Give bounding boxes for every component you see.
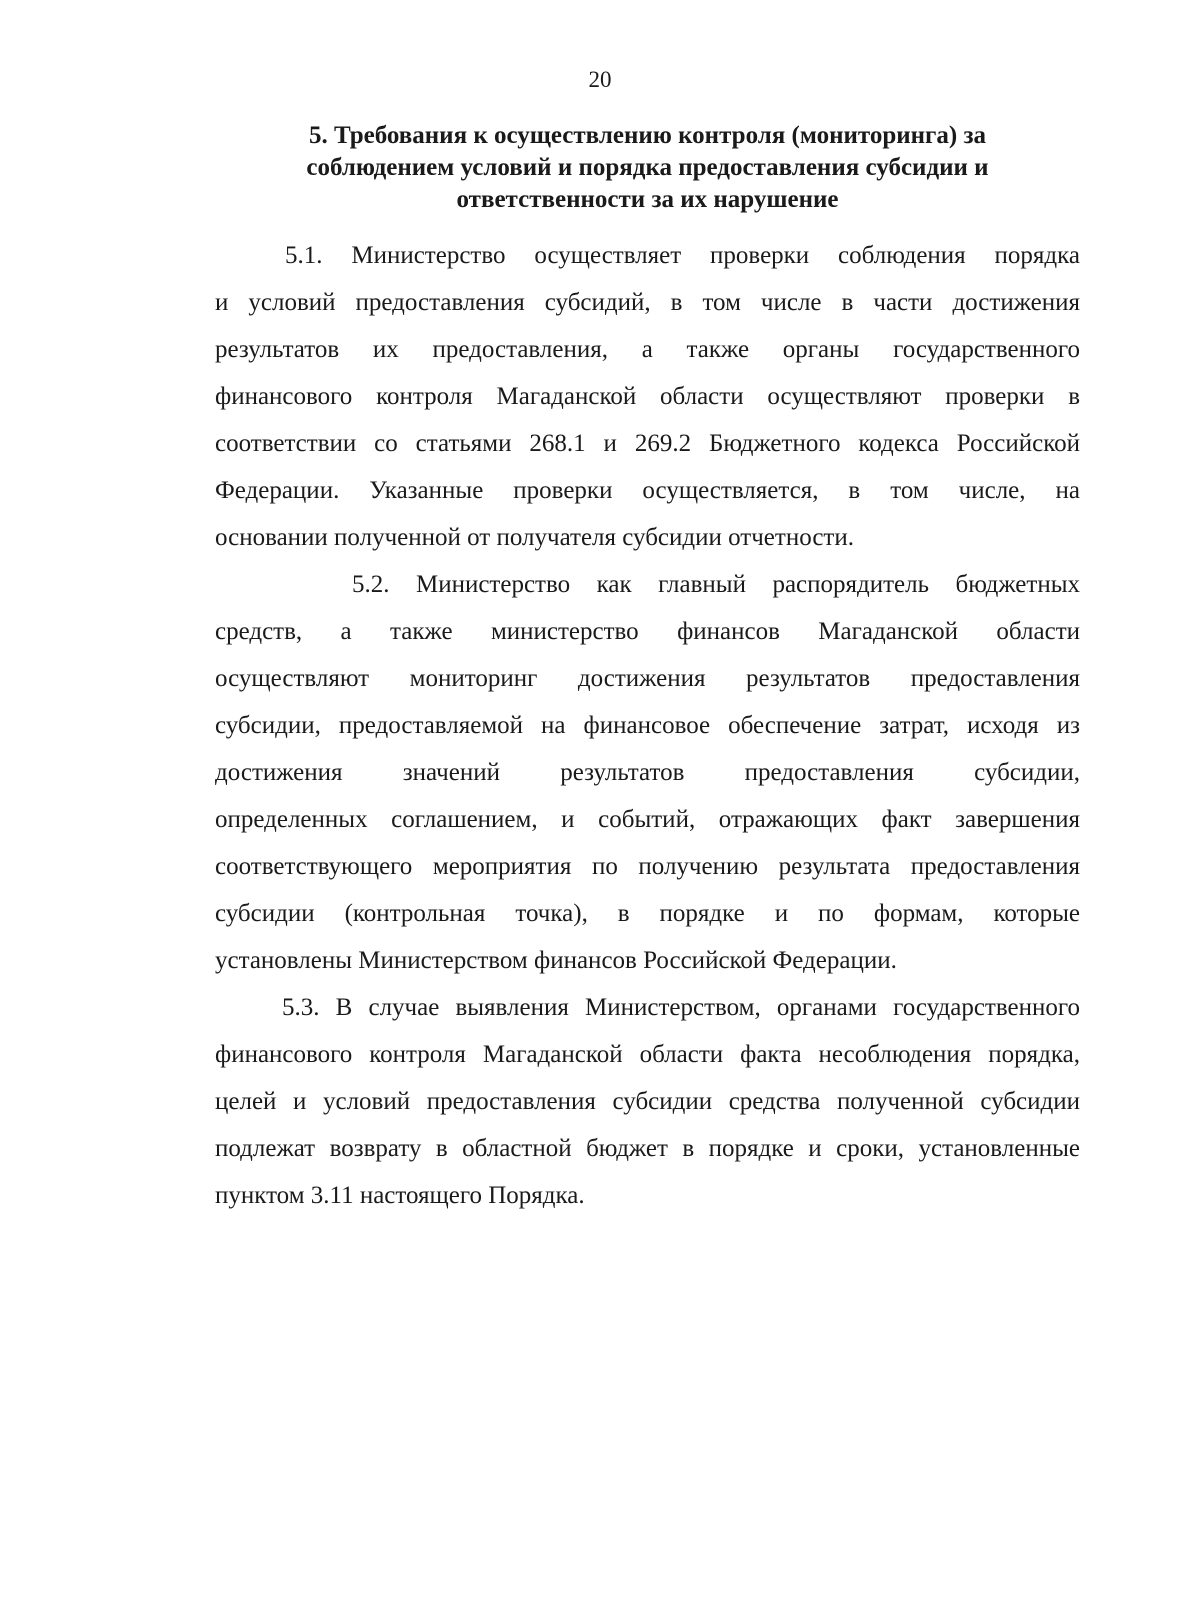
paragraph-line: 5.1. Министерство осуществляет проверки соблюдения порядка (285, 242, 1080, 269)
paragraph-line: пунктом 3.11 настоящего Порядка. (215, 1182, 585, 1209)
paragraph-line: финансового контроля Магаданской области осуществляют проверки в (215, 383, 1080, 410)
page-number: 20 (588, 67, 612, 92)
paragraph-5-3 (215, 984, 1080, 1219)
paragraph-line: соответствии со статьями 268.1 и 269.2 Бюджетного кодекса Российской (215, 430, 1080, 457)
paragraph-line: определенных соглашением, и событий, отражающих факт завершения (215, 806, 1080, 833)
paragraph-line: субсидии, предоставляемой на финансовое обеспечение затрат, исходя из (215, 712, 1080, 739)
paragraph-line: осуществляют мониторинг достижения результатов предоставления (215, 665, 1080, 692)
section-title-line: соблюдением условий и порядка предоставления субсидии и (306, 154, 989, 181)
paragraph-5-1 (215, 232, 1080, 561)
paragraph-line: подлежат возврату в областной бюджет в порядке и сроки, установленные (215, 1135, 1080, 1162)
paragraph-5-2 (215, 561, 1080, 984)
paragraph-line: достижения значений результатов предоставления субсидии, (215, 759, 1080, 786)
body-text (215, 232, 1080, 1219)
paragraph-line: и условий предоставления субсидий, в том числе в части достижения (215, 289, 1080, 316)
paragraph-line: 5.3. В случае выявления Министерством, органами государственного (282, 994, 1080, 1021)
section-title-line: 5. Требования к осуществлению контроля (мониторинга) за (308, 122, 987, 149)
section-title-line: ответственности за их нарушение (456, 186, 839, 213)
paragraph-line: установлены Министерством финансов Российской Федерации. (215, 947, 897, 974)
paragraph-line: результатов их предоставления, а также органы государственного (215, 336, 1080, 363)
paragraph-line: соответствующего мероприятия по получению результата предоставления (215, 853, 1080, 880)
paragraph-line: целей и условий предоставления субсидии средства полученной субсидии (215, 1088, 1080, 1115)
paragraph-line: основании полученной от получателя субсидии отчетности. (215, 524, 854, 551)
section-title (215, 120, 1080, 216)
paragraph-line: 5.2. Министерство как главный распорядитель бюджетных (352, 571, 1080, 598)
paragraph-line: Федерации. Указанные проверки осуществляется, в том числе, на (215, 477, 1080, 504)
paragraph-line: субсидии (контрольная точка), в порядке и по формам, которые (215, 900, 1080, 927)
paragraph-line: финансового контроля Магаданской области факта несоблюдения порядка, (215, 1041, 1080, 1068)
paragraph-line: средств, а также министерство финансов Магаданской области (215, 618, 1080, 645)
